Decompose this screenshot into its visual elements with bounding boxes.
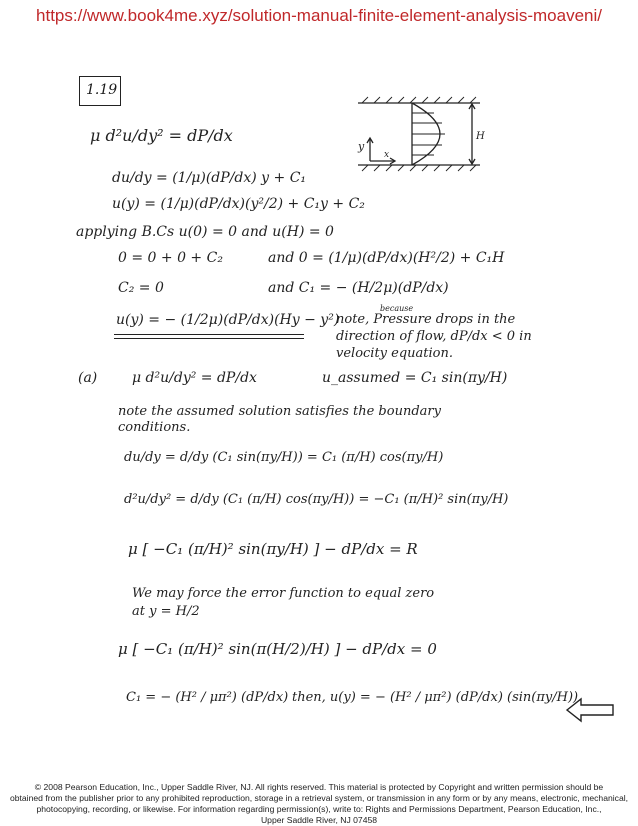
copyright-footer	[0, 782, 638, 826]
problem-number: 1.19	[86, 82, 118, 98]
derivation-line-8: and C₁ = − (H/2μ)(dP/dx)	[268, 280, 449, 296]
part-a-assumed: u_assumed = C₁ sin(πy/H)	[322, 370, 508, 386]
derivation-line-1: μ d²u/dy² = dP/dx	[90, 126, 233, 145]
result-underline-2	[114, 338, 304, 339]
diagram-y-label: y	[358, 140, 365, 153]
note-line-2: direction of flow, dP/dx < 0 in	[336, 329, 532, 344]
part-a-eq-zero: μ [ −C₁ (π/H)² sin(π(H/2)/H) ] − dP/dx = 0	[118, 640, 437, 658]
part-a-force-1: We may force the error function to equal zero	[132, 586, 435, 601]
part-a-eq1: μ d²u/dy² = dP/dx	[132, 370, 257, 386]
derivation-line-4: applying B.Cs u(0) = 0 and u(H) = 0	[76, 224, 334, 240]
part-a-label: (a)	[78, 370, 98, 386]
part-a-c1: C₁ = − (H² / μπ²) (dP/dx)	[126, 690, 289, 705]
part-a-du: du/dy = d/dy (C₁ sin(πy/H)) = C₁ (π/H) cos(πy/H)	[124, 450, 444, 465]
part-a-residual: μ [ −C₁ (π/H)² sin(πy/H) ] − dP/dx = R	[128, 540, 418, 558]
derivation-line-6: and 0 = (1/μ)(dP/dx)(H²/2) + C₁H	[268, 250, 505, 266]
part-a-force-2: at y = H/2	[132, 604, 200, 619]
derivation-line-5: 0 = 0 + 0 + C₂	[118, 250, 223, 266]
footer-line-3: photocopying, recording, or likewise. For information regarding permission(s), write to: Rights and Permissions Department, Pearson Education, Inc.,	[36, 804, 602, 814]
part-a-note-2: conditions.	[118, 420, 191, 435]
note-because: because	[380, 304, 414, 313]
derivation-line-7: C₂ = 0	[118, 280, 164, 296]
diagram-x-label: x	[384, 150, 390, 160]
result-pointer-arrow-icon	[565, 696, 617, 724]
footer-line-1: © 2008 Pearson Education, Inc., Upper Saddle River, NJ. All rights reserved. This material is protected by Copyright and written permission should be	[34, 782, 604, 792]
result-underline-1	[114, 334, 304, 335]
note-line-1: note, Pressure drops in the	[336, 312, 516, 327]
part-a-final-result: then, u(y) = − (H² / μπ²) (dP/dx) (sin(πy/H))	[292, 690, 579, 705]
part-a-d2u: d²u/dy² = d/dy (C₁ (π/H) cos(πy/H)) = −C₁ (π/H)² sin(πy/H)	[124, 492, 509, 507]
derivation-line-3: u(y) = (1/μ)(dP/dx)(y²/2) + C₁y + C₂	[112, 196, 365, 212]
derivation-line-2: du/dy = (1/μ)(dP/dx) y + C₁	[112, 170, 307, 186]
diagram-h-label: H	[476, 131, 485, 142]
footer-line-4: Upper Saddle River, NJ 07458	[260, 815, 378, 825]
source-url[interactable]: https://www.book4me.xyz/solution-manual-finite-element-analysis-moaveni/	[36, 6, 602, 25]
derivation-line-9: u(y) = − (1/2μ)(dP/dx)(Hy − y²)	[116, 312, 340, 328]
part-a-note-1: note the assumed solution satisfies the boundary	[118, 404, 441, 419]
note-line-3: velocity equation.	[336, 346, 454, 361]
footer-line-2: obtained from the publisher prior to any prohibited reproduction, storage in a retrieval system, or transmission in any form or by any means, electronic, mechanical,	[9, 793, 629, 803]
velocity-profile-diagram	[340, 95, 490, 175]
